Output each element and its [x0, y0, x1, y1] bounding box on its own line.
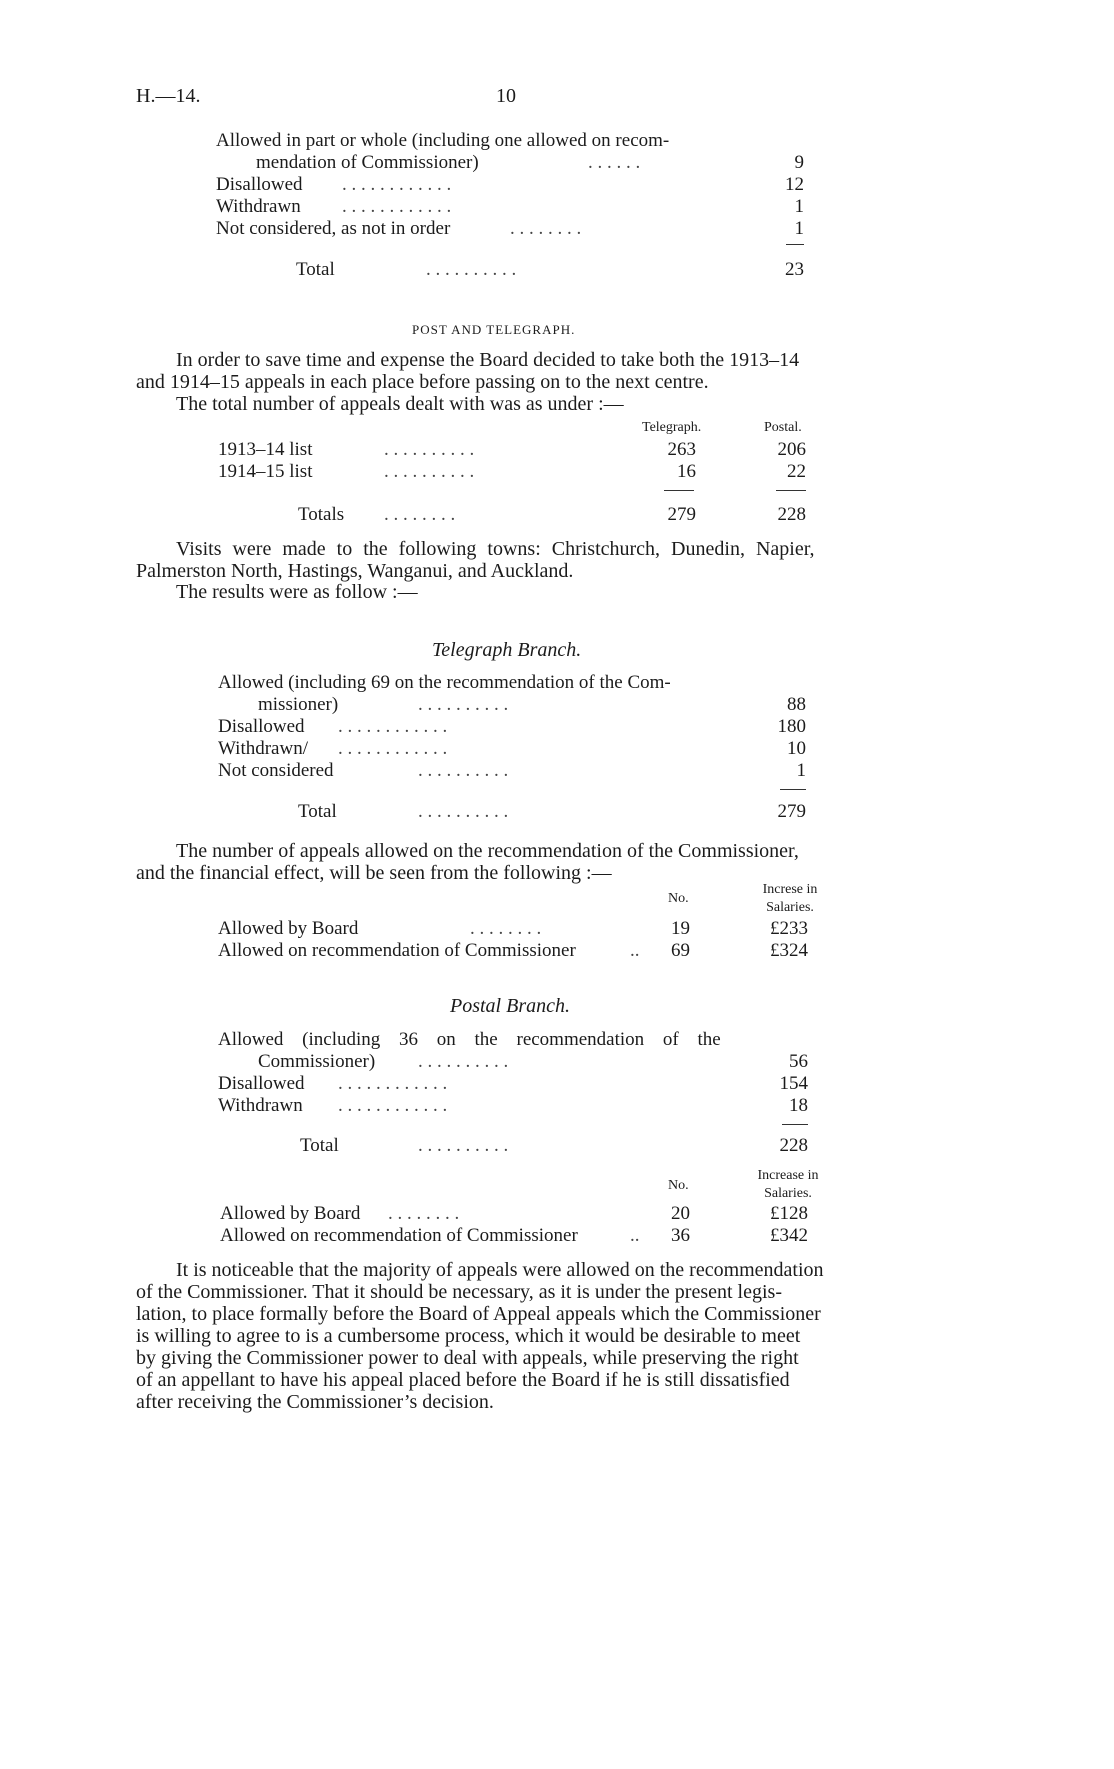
column-header-postal: Postal. [764, 420, 802, 435]
table-row-value: 180 [777, 716, 806, 737]
paragraph-line: after receiving the Commissioner’s decision. [136, 1391, 494, 1413]
total-label: Total [300, 1135, 339, 1156]
total-value: 279 [777, 801, 806, 822]
amount-value: £233 [770, 918, 808, 939]
paragraph-line: and 1914–15 appeals in each place before passing on to the next centre. [136, 371, 709, 393]
count-value: 20 [671, 1203, 690, 1224]
leader-dots: . . . . . . . . [510, 218, 582, 239]
telegraph-total: 279 [667, 504, 696, 525]
table-row-value: 10 [787, 738, 806, 759]
paragraph-line: and the financial effect, will be seen from the following :— [136, 862, 612, 884]
table-row-value: 12 [785, 174, 804, 195]
table-row-value: 1 [796, 760, 806, 781]
total-value: 23 [785, 259, 804, 280]
sum-rule [780, 789, 806, 790]
paragraph-line: is willing to agree to is a cumbersome process, which it would be desirable to meet [136, 1325, 801, 1347]
leader-dots: . . . . . . . . . . [418, 760, 509, 781]
leader-dots: . . . . . . [588, 152, 641, 173]
leader-dots: . . . . . . . . [470, 918, 542, 939]
paragraph-line: Palmerston North, Hastings, Wanganui, and Auckland. [136, 560, 574, 582]
section-heading: POST AND TELEGRAPH. [412, 322, 576, 337]
leader-dots: . . . . . . . . . . [418, 801, 509, 822]
sum-rule [776, 490, 806, 491]
leader-dots: .. [630, 940, 640, 961]
count-value: 69 [671, 940, 690, 961]
leader-dots: . . . . . . . . [384, 504, 456, 525]
table-row-label: Allowed in part or whole (including one allowed on recom- [216, 130, 670, 151]
postal-value: 206 [777, 439, 806, 460]
table-row-label: missioner) [258, 694, 339, 715]
table-row-label: 1913–14 list [218, 439, 313, 460]
paragraph-line: by giving the Commissioner power to deal with appeals, while preserving the right [136, 1347, 799, 1369]
column-header-telegraph: Telegraph. [642, 420, 702, 435]
amount-value: £342 [770, 1225, 808, 1246]
column-header-no: No. [668, 1178, 689, 1193]
paragraph-line: It is noticeable that the majority of appeals were allowed on the recommendation [176, 1259, 824, 1281]
sum-rule [786, 244, 804, 245]
paragraph-line: In order to save time and expense the Board decided to take both the 1913–14 [176, 349, 800, 371]
total-label: Total [296, 259, 335, 280]
leader-dots: . . . . . . . . . . [384, 461, 475, 482]
table-row-label: Allowed by Board [218, 918, 359, 939]
postal-total: 228 [777, 504, 806, 525]
postal-value: 22 [787, 461, 806, 482]
paragraph-line: The number of appeals allowed on the recommendation of the Commissioner, [176, 840, 799, 862]
totals-label: Totals [298, 504, 345, 525]
column-header-increase: Increse in [762, 882, 818, 897]
table-row-value: 154 [779, 1073, 808, 1094]
leader-dots: . . . . . . . . . . [418, 1135, 509, 1156]
column-header-no: No. [668, 891, 689, 906]
sum-rule [782, 1124, 808, 1125]
table-row-label: Allowed on recommendation of Commissioner [218, 940, 576, 961]
paragraph-line: The results were as follow :— [176, 581, 418, 603]
paragraph-line: of the Commissioner. That it should be necessary, as it is under the present legis- [136, 1281, 782, 1303]
table-row-label: Disallowed [216, 174, 303, 195]
total-value: 228 [779, 1135, 808, 1156]
paragraph-line: The total number of appeals dealt with was as under :— [176, 393, 624, 415]
total-label: Total [298, 801, 337, 822]
leader-dots: . . . . . . . . . . . . [338, 716, 448, 737]
table-row-label: Withdrawn/ [218, 738, 308, 759]
amount-value: £128 [770, 1203, 808, 1224]
table-row-label: Commissioner) [258, 1051, 376, 1072]
paragraph-line: of an appellant to have his appeal placed before the Board if he is still dissatisfied [136, 1369, 790, 1391]
table-row-label: Allowed on recommendation of Commissioner [220, 1225, 578, 1246]
telegraph-value: 16 [677, 461, 696, 482]
table-row-label: mendation of Commissioner) [256, 152, 479, 173]
page-number: 10 [496, 85, 516, 107]
table-row-label: Allowed (including 36 on the recommendation of the [218, 1029, 721, 1050]
leader-dots: . . . . . . . . . . [418, 1051, 509, 1072]
table-row-label: Withdrawn [216, 196, 301, 217]
leader-dots: . . . . . . . . . . [384, 439, 475, 460]
leader-dots: . . . . . . . . . . . . [338, 738, 448, 759]
column-header-increase: Increase in [757, 1168, 819, 1183]
leader-dots: . . . . . . . . . . [418, 694, 509, 715]
count-value: 19 [671, 918, 690, 939]
table-row-label: 1914–15 list [218, 461, 313, 482]
leader-dots: .. [630, 1225, 640, 1246]
count-value: 36 [671, 1225, 690, 1246]
leader-dots: . . . . . . . . . . . . [342, 174, 452, 195]
leader-dots: . . . . . . . . . . [426, 259, 517, 280]
table-row-label: Not considered, as not in order [216, 218, 451, 239]
table-row-value: 9 [794, 152, 804, 173]
table-row-label: Allowed by Board [220, 1203, 361, 1224]
subsection-heading: Postal Branch. [450, 995, 570, 1017]
table-row-label: Allowed (including 69 on the recommendation of the Com- [218, 672, 671, 693]
leader-dots: . . . . . . . . . . . . [338, 1073, 448, 1094]
table-row-value: 1 [794, 218, 804, 239]
column-header-salaries: Salaries. [766, 900, 814, 915]
paragraph-line: Visits were made to the following towns: Christchurch, Dunedin, Napier, [176, 538, 815, 560]
table-row-label: Disallowed [218, 716, 305, 737]
table-row-label: Withdrawn [218, 1095, 303, 1116]
table-row-value: 1 [794, 196, 804, 217]
document-reference: H.—14. [136, 85, 201, 107]
table-row-label: Disallowed [218, 1073, 305, 1094]
table-row-value: 56 [789, 1051, 808, 1072]
column-header-salaries: Salaries. [764, 1186, 812, 1201]
leader-dots: . . . . . . . . . . . . [342, 196, 452, 217]
telegraph-value: 263 [667, 439, 696, 460]
paragraph-line: lation, to place formally before the Board of Appeal appeals which the Commissioner [136, 1303, 821, 1325]
leader-dots: . . . . . . . . . . . . [338, 1095, 448, 1116]
leader-dots: . . . . . . . . [388, 1203, 460, 1224]
subsection-heading: Telegraph Branch. [432, 639, 582, 661]
table-row-value: 18 [789, 1095, 808, 1116]
table-row-value: 88 [787, 694, 806, 715]
amount-value: £324 [770, 940, 808, 961]
sum-rule [664, 490, 694, 491]
table-row-label: Not considered [218, 760, 334, 781]
